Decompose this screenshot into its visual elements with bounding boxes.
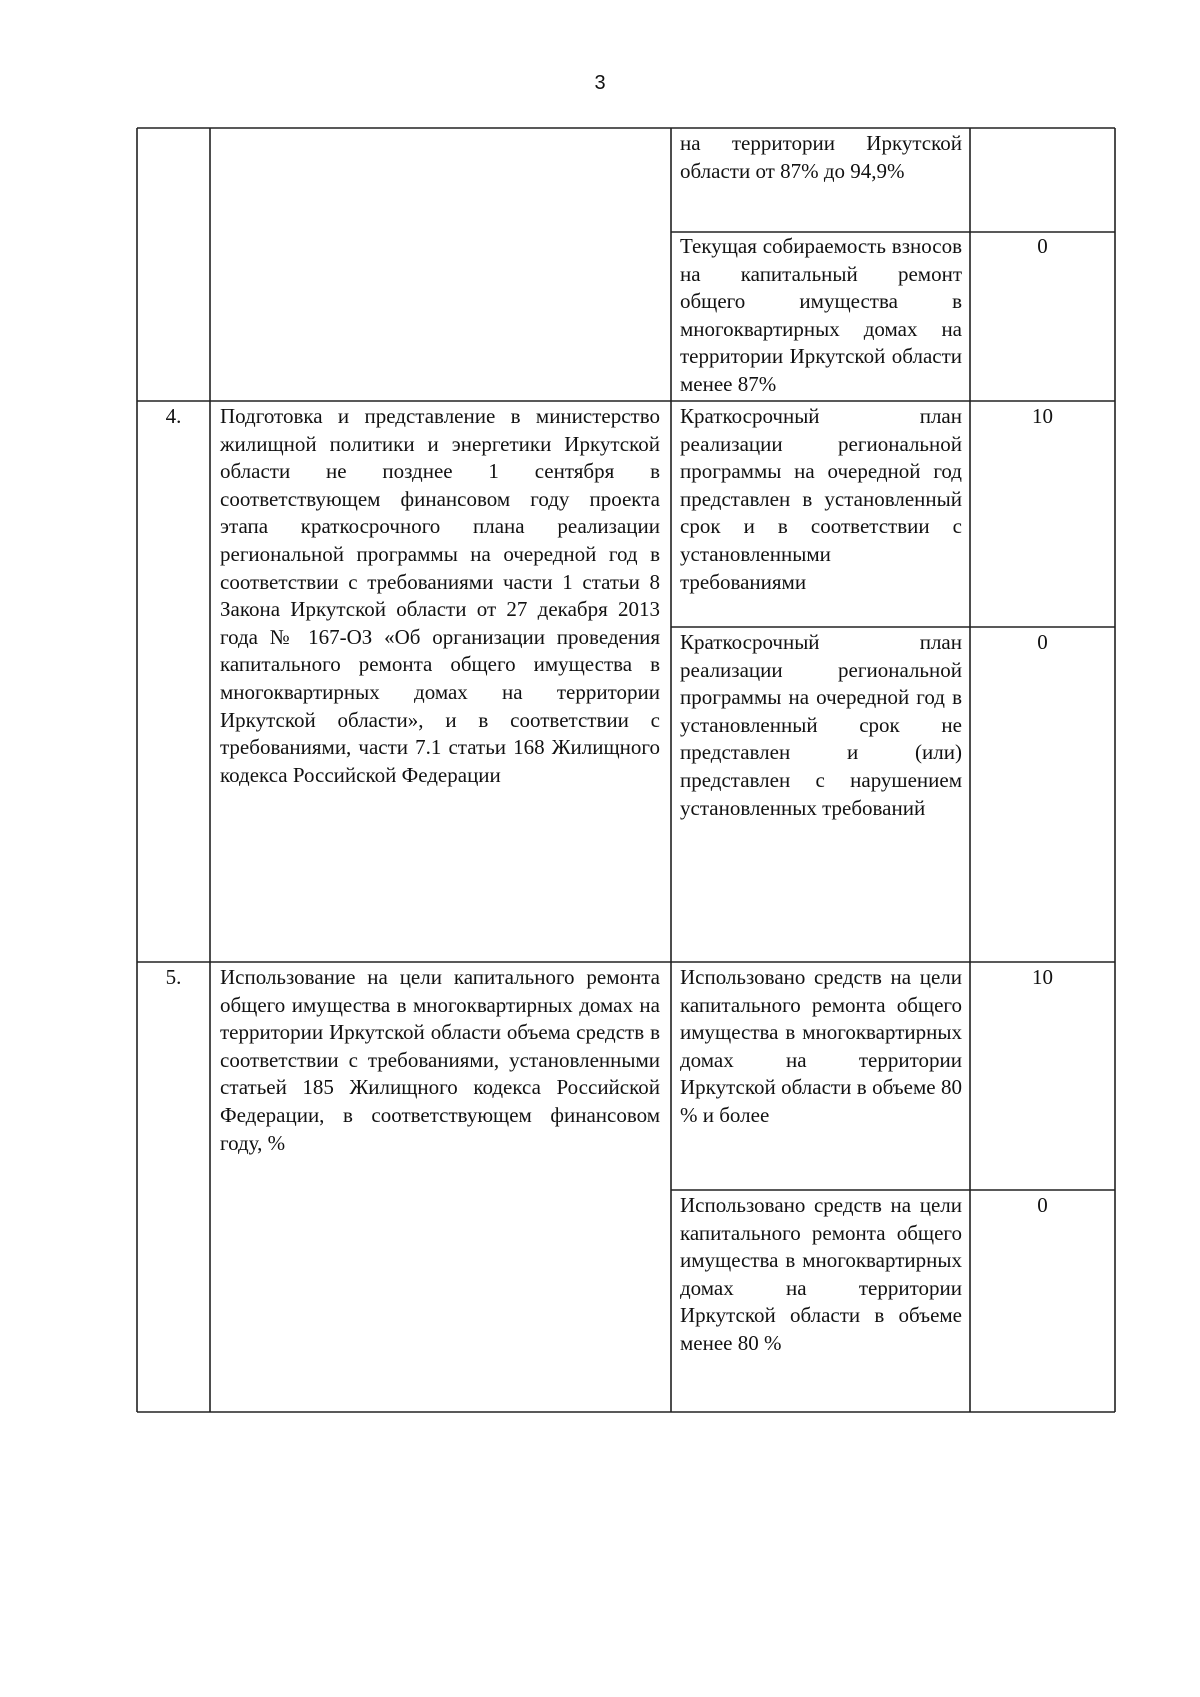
row-number-4: 4. <box>165 404 182 428</box>
score-row4-a: 10 <box>1032 404 1053 428</box>
criterion-row4-a: Краткосрочный план реализации региональной программы на очередной год представлен в установленный срок и в соответствии с установленными требованиями <box>680 404 962 594</box>
score-row5-b: 0 <box>1037 1193 1048 1217</box>
indicator-row-4: Подготовка и представление в министерство жилищной политики и энергетики Иркутской области не позднее 1 сентября в соответствующем финансовом году проекта этапа краткосрочного плана реализации региональной программы на очередной год в соответствии с требованиями части 1 статьи 8 Закона Иркутской области от 27 декабря 2013 года № 167-ОЗ «Об организации проведения капитального ремонта общего имущества в многоквартирных домах на территории Иркутской области», и в соответствии с требованиями, части 7.1 статьи 168 Жилищного кодекса Российской Федерации <box>220 404 660 787</box>
criterion-row4-b: Краткосрочный план реализации региональной программы на очередной год в установленный срок не представлен и (или) представлен с нарушением установленных требований <box>680 630 962 820</box>
page-number: 3 <box>594 72 606 94</box>
criterion-row5-b: Использовано средств на цели капитального ремонта общего имущества в многоквартирных домах на территории Иркутской области в объеме менее 80 % <box>680 1193 962 1355</box>
score-row5-a: 10 <box>1032 965 1053 989</box>
indicator-row-5: Использование на цели капитального ремонта общего имущества в многоквартирных домах на территории Иркутской области объема средств в соответствии с требованиями, установленными статьей 185 Жилищного кодекса Российской Федерации, в соответствующем финансовом году, % <box>220 965 660 1155</box>
score-row4-b: 0 <box>1037 630 1048 654</box>
row-number-5: 5. <box>165 965 182 989</box>
criterion-row5-a: Использовано средств на цели капитального ремонта общего имущества в многоквартирных домах на территории Иркутской области в объеме 80 % и более <box>680 965 962 1127</box>
criterion-row1-b: Текущая собираемость взносов на капитальный ремонт общего имущества в многоквартирных домах на территории Иркутской области менее 87% <box>680 234 962 396</box>
score-row1-b: 0 <box>1037 234 1048 258</box>
criterion-row1-a: на территории Иркутской области от 87% до 94,9% <box>680 131 962 183</box>
